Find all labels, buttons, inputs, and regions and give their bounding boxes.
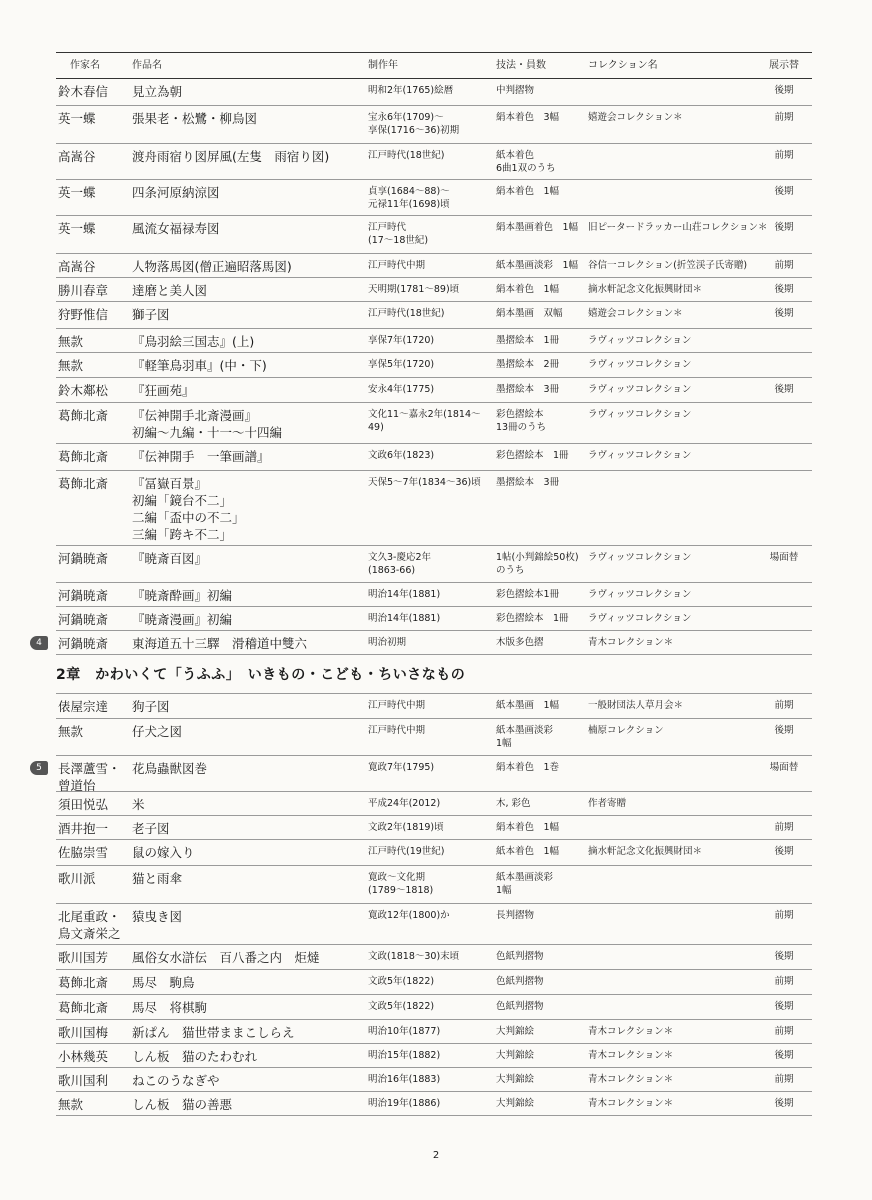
table-row	[56, 329, 812, 353]
cell-collection	[588, 866, 756, 871]
cell-collection: 谷信一コレクション(折笠渓子氏寄贈)	[588, 260, 748, 271]
cell-period: 場面替	[769, 552, 799, 563]
cell-collection	[588, 945, 756, 950]
cell-date: 明治16年(1883)	[368, 1074, 441, 1085]
cell-collection	[588, 995, 756, 1000]
table-row	[56, 403, 812, 444]
table-row	[56, 583, 812, 607]
cell-collection	[588, 970, 756, 975]
cell-period: 前期	[774, 700, 794, 711]
item-number-marker: 4	[30, 636, 48, 650]
cell-period: 後期	[774, 725, 794, 736]
cell-artist: 須田悦弘	[58, 797, 109, 812]
cell-artist: 葛飾北斎	[58, 408, 109, 423]
table-row	[56, 378, 812, 403]
cell-technique: 彩色摺絵本 13冊のうち	[496, 409, 547, 433]
cell-date: 江戸時代(18世紀)	[368, 308, 445, 319]
cell-date: 文政5年(1822)	[368, 1001, 435, 1012]
cell-technique: 彩色摺絵本1冊	[496, 589, 560, 600]
cell-artist: 狩野惟信	[58, 307, 109, 322]
table-row	[56, 444, 812, 471]
cell-title: 花鳥蟲獣図巻	[132, 761, 208, 776]
cell-period	[756, 631, 812, 636]
cell-period	[756, 866, 812, 871]
cell-title: 『暁斎漫画』初編	[132, 612, 233, 627]
table-row	[56, 1020, 812, 1044]
cell-technique: 絹本着色 1幅	[496, 822, 560, 833]
cell-title: 渡舟雨宿り図屏風(左隻 雨宿り図)	[132, 149, 330, 164]
table-row	[56, 694, 812, 719]
cell-artist: 小林幾英	[58, 1049, 109, 1064]
cell-technique: 彩色摺絵本 1冊	[496, 450, 569, 461]
cell-technique: 墨摺絵本 2冊	[496, 359, 560, 370]
cell-artist: 英一蝶	[58, 185, 96, 200]
cell-date: 文政6年(1823)	[368, 450, 435, 461]
table-row	[36, 756, 812, 793]
cell-artist: 無款	[58, 334, 84, 349]
header-period: 展示替	[769, 60, 799, 71]
cell-title: 仔犬之図	[132, 724, 183, 739]
cell-title: 張果老・松鷺・柳烏図	[132, 111, 258, 126]
cell-artist: 高嵩谷	[58, 149, 96, 164]
cell-period	[756, 471, 812, 476]
cell-date: 明和2年(1765)絵暦	[368, 85, 454, 96]
table-row	[56, 1044, 812, 1068]
table-row	[56, 995, 812, 1020]
table-row	[56, 353, 812, 378]
table-row	[56, 719, 812, 756]
cell-technique: 墨摺絵本 3冊	[496, 477, 560, 488]
cell-period: 前期	[774, 260, 794, 271]
cell-date: 天明期(1781～89)頃	[368, 284, 460, 295]
cell-collection: 青木コレクション＊	[588, 1074, 674, 1085]
cell-period: 前期	[774, 976, 794, 987]
cell-period: 後期	[774, 384, 794, 395]
cell-technique: 絹本墨画 双幅	[496, 308, 563, 319]
cell-technique: 紙本墨画淡彩 1幅	[496, 260, 579, 271]
cell-collection: 青木コレクション＊	[588, 1050, 674, 1061]
cell-collection	[588, 471, 756, 476]
table-row	[56, 840, 812, 866]
cell-collection: 旧ピータードラッカー山荘コレクション＊	[588, 222, 768, 233]
table-row	[56, 1092, 812, 1116]
cell-title: 新ぱん 猫世帯ままこしらえ	[132, 1025, 295, 1040]
cell-period: 前期	[774, 1074, 794, 1085]
cell-title: 東海道五十三驛 滑稽道中雙六	[132, 636, 308, 651]
header-date: 制作年	[368, 60, 398, 71]
cell-title: 『暁斎百図』	[132, 551, 208, 566]
cell-period	[756, 583, 812, 588]
cell-technique: 絹本着色 3幅	[496, 112, 560, 123]
chapter2-rows	[36, 694, 812, 1116]
cell-date: 江戸時代(19世紀)	[368, 846, 445, 857]
cell-title: 見立為朝	[132, 84, 183, 99]
cell-collection: ラヴィッツコレクション	[588, 450, 692, 461]
cell-technique: 長判摺物	[496, 910, 535, 921]
cell-collection	[588, 79, 756, 84]
table-row	[56, 106, 812, 144]
table-row	[56, 970, 812, 995]
cell-date: 天保5～7年(1834～36)頃	[368, 477, 481, 488]
cell-date: 文政5年(1822)	[368, 976, 435, 987]
cell-date: 文政(1818～30)末頃	[368, 951, 460, 962]
cell-artist: 俵屋宗達	[58, 699, 109, 714]
header-collection: コレクション名	[588, 60, 658, 71]
cell-period	[756, 329, 812, 334]
cell-technique: 紙本墨画淡彩 1幅	[496, 725, 554, 749]
cell-collection: 嬉遊会コレクション＊	[588, 308, 683, 319]
cell-artist: 英一蝶	[58, 111, 96, 126]
cell-collection: ラヴィッツコレクション	[588, 589, 692, 600]
cell-technique: 絹本墨画着色 1幅	[496, 222, 579, 233]
cell-date: 寛政7年(1795)	[368, 762, 435, 773]
cell-date: 明治10年(1877)	[368, 1026, 441, 1037]
cell-date: 文久3-慶応2年 (1863-66)	[368, 552, 432, 576]
header-technique: 技法・員数	[496, 60, 546, 71]
cell-date: 明治14年(1881)	[368, 613, 441, 624]
cell-period: 場面替	[769, 762, 799, 773]
table-row	[56, 302, 812, 329]
cell-artist: 歌川派	[58, 871, 96, 886]
cell-date: 文化11～嘉永2年(1814～ 49)	[368, 409, 481, 433]
cell-technique: 色紙判摺物	[496, 951, 544, 962]
cell-collection: ラヴィッツコレクション	[588, 552, 692, 563]
cell-technique: 絹本着色 1幅	[496, 284, 560, 295]
page-number: 2	[432, 1150, 440, 1161]
cell-artist: 北尾重政・ 鳥文斎栄之	[58, 909, 121, 941]
cell-period: 後期	[774, 186, 794, 197]
cell-date: 明治19年(1886)	[368, 1098, 441, 1109]
cell-title: 獅子図	[132, 307, 170, 322]
cell-date: 貞享(1684～88)～ 元禄11年(1698)頃	[368, 186, 450, 210]
cell-artist: 葛飾北斎	[58, 975, 109, 990]
cell-artist: 歌川国利	[58, 1073, 109, 1088]
cell-technique: 墨摺絵本 1冊	[496, 335, 560, 346]
table-row	[56, 792, 812, 816]
cell-period: 前期	[774, 1026, 794, 1037]
cell-date: 寛政～文化期 (1789～1818)	[368, 872, 434, 896]
cell-technique: 紙本墨画 1幅	[496, 700, 560, 711]
cell-date: 江戸時代 (17～18世紀)	[368, 222, 429, 246]
cell-artist: 鈴木鄰松	[58, 383, 109, 398]
cell-period	[756, 353, 812, 358]
cell-title: しん板 猫の善悪	[132, 1097, 233, 1112]
cell-title: 『狂画苑』	[132, 383, 195, 398]
cell-artist: 佐脇崇雪	[58, 845, 109, 860]
table-row	[56, 254, 812, 278]
cell-artist: 葛飾北斎	[58, 449, 109, 464]
cell-title: 人物落馬図(僧正遍昭落馬図)	[132, 259, 292, 274]
cell-title: 馬尽 駒鳥	[132, 975, 195, 990]
table-header-row	[56, 52, 812, 79]
cell-title: ねこのうなぎや	[132, 1073, 220, 1088]
cell-title: しん板 猫のたわむれ	[132, 1049, 258, 1064]
cell-period: 後期	[774, 85, 794, 96]
cell-artist: 無款	[58, 358, 84, 373]
cell-period: 後期	[774, 1050, 794, 1061]
cell-collection: ラヴィッツコレクション	[588, 384, 692, 395]
cell-title: 『軽筆鳥羽車』(中・下)	[132, 358, 267, 373]
cell-technique: 木, 彩色	[496, 798, 531, 809]
cell-date: 江戸時代中期	[368, 700, 426, 711]
cell-period: 後期	[774, 284, 794, 295]
cell-title: 『冨嶽百景』 初編「鏡台不二」 二編「盃中の不二」 三編「跨キ不二」	[132, 476, 245, 542]
cell-period: 後期	[774, 846, 794, 857]
cell-date: 江戸時代中期	[368, 725, 426, 736]
cell-artist: 葛飾北斎	[58, 1000, 109, 1015]
cell-date: 享保7年(1720)	[368, 335, 435, 346]
cell-collection: 摘水軒記念文化振興財団＊	[588, 846, 703, 857]
cell-period	[756, 607, 812, 612]
cell-date: 明治14年(1881)	[368, 589, 441, 600]
cell-artist: 長澤蘆雪・ 曾道怡	[58, 761, 121, 793]
cell-period: 後期	[774, 308, 794, 319]
cell-date: 寛政12年(1800)か	[368, 910, 450, 921]
cell-period: 後期	[774, 951, 794, 962]
table-row	[56, 546, 812, 583]
cell-technique: 大判錦絵	[496, 1074, 535, 1085]
cell-title: 四条河原納涼図	[132, 185, 220, 200]
cell-date: 明治15年(1882)	[368, 1050, 441, 1061]
cell-title: 風流女福禄寿図	[132, 221, 220, 236]
cell-period: 後期	[774, 1098, 794, 1109]
table-row	[56, 216, 812, 254]
cell-technique: 紙本着色 1幅	[496, 846, 560, 857]
cell-technique: 1帖(小判錦絵50枚) のうち	[496, 552, 579, 576]
cell-collection	[588, 816, 756, 821]
cell-artist: 河鍋暁斎	[58, 551, 109, 566]
cell-period: 後期	[774, 1001, 794, 1012]
chapter1-rows	[36, 79, 812, 655]
cell-period	[756, 444, 812, 449]
table-row	[56, 607, 812, 631]
cell-technique: 色紙判摺物	[496, 1001, 544, 1012]
cell-artist: 河鍋暁斎	[58, 612, 109, 627]
cell-technique: 大判錦絵	[496, 1050, 535, 1061]
header-title: 作品名	[132, 60, 162, 71]
cell-title: 達磨と美人図	[132, 283, 208, 298]
cell-artist: 無款	[58, 724, 84, 739]
cell-artist: 無款	[58, 1097, 84, 1112]
cell-collection	[588, 904, 756, 909]
cell-technique: 大判錦絵	[496, 1026, 535, 1037]
chapter2-heading: 2章 かわいくて「うふふ」 いきもの・こども・ちいさなもの	[56, 655, 812, 694]
table-row	[56, 79, 812, 106]
cell-title: 『伝神開手 一筆画譜』	[132, 449, 270, 464]
works-list-table	[36, 52, 812, 1116]
cell-collection	[588, 180, 756, 185]
cell-title: 『暁斎酔画』初編	[132, 588, 233, 603]
table-row	[56, 866, 812, 904]
cell-collection: 一般財団法人草月会＊	[588, 700, 684, 711]
cell-technique: 色紙判摺物	[496, 976, 544, 987]
cell-date: 江戸時代中期	[368, 260, 426, 271]
cell-technique: 墨摺絵本 3冊	[496, 384, 560, 395]
cell-period	[756, 792, 812, 797]
cell-period	[756, 403, 812, 408]
cell-collection: 楠原コレクション	[588, 725, 664, 736]
cell-collection: ラヴィッツコレクション	[588, 613, 692, 624]
cell-collection	[588, 756, 756, 761]
cell-artist: 鈴木春信	[58, 84, 109, 99]
cell-title: 馬尽 将棋駒	[132, 1000, 208, 1015]
cell-title: 鼠の嫁入り	[132, 845, 195, 860]
cell-period: 後期	[774, 222, 794, 233]
cell-artist: 河鍋暁斎	[58, 636, 109, 651]
cell-collection	[588, 144, 756, 149]
cell-title: 『鳥羽絵三国志』(上)	[132, 334, 255, 349]
table-row	[56, 144, 812, 180]
cell-date: 享保5年(1720)	[368, 359, 435, 370]
cell-title: 老子図	[132, 821, 170, 836]
cell-technique: 絹本着色 1巻	[496, 762, 560, 773]
cell-collection: 青木コレクション＊	[588, 1026, 674, 1037]
cell-date: 平成24年(2012)	[368, 798, 441, 809]
cell-artist: 葛飾北斎	[58, 476, 109, 491]
cell-technique: 中判摺物	[496, 85, 535, 96]
cell-date: 安永4年(1775)	[368, 384, 435, 395]
cell-technique: 大判錦絵	[496, 1098, 535, 1109]
cell-period: 前期	[774, 822, 794, 833]
cell-artist: 英一蝶	[58, 221, 96, 236]
cell-period: 前期	[774, 910, 794, 921]
cell-technique: 紙本着色 6曲1双のうち	[496, 150, 556, 174]
cell-collection: 摘水軒記念文化振興財団＊	[588, 284, 703, 295]
cell-collection: ラヴィッツコレクション	[588, 335, 692, 346]
cell-title: 米	[132, 797, 145, 812]
table-row	[56, 945, 812, 970]
cell-artist: 勝川春章	[58, 283, 109, 298]
header-artist: 作家名	[70, 60, 100, 71]
table-row	[56, 816, 812, 840]
table-row	[56, 278, 812, 302]
cell-date: 江戸時代(18世紀)	[368, 150, 445, 161]
cell-period: 前期	[774, 112, 794, 123]
cell-collection: 青木コレクション＊	[588, 637, 674, 648]
cell-collection: ラヴィッツコレクション	[588, 409, 692, 420]
cell-collection: 作者寄贈	[588, 798, 627, 809]
cell-collection: ラヴィッツコレクション	[588, 359, 692, 370]
cell-title: 狗子図	[132, 699, 170, 714]
cell-title: 風俗女水滸伝 百八番之内 炬燵	[132, 950, 320, 965]
cell-title: 『伝神開手北斎漫画』 初編～九編・十一～十四編	[132, 408, 283, 440]
cell-period: 前期	[774, 150, 794, 161]
cell-collection: 青木コレクション＊	[588, 1098, 674, 1109]
table-row	[56, 471, 812, 546]
cell-artist: 高嵩谷	[58, 259, 96, 274]
table-row	[56, 904, 812, 945]
cell-collection: 嬉遊会コレクション＊	[588, 112, 683, 123]
cell-title: 猫と雨傘	[132, 871, 183, 886]
cell-technique: 彩色摺絵本 1冊	[496, 613, 569, 624]
table-row	[56, 1068, 812, 1092]
table-row	[56, 180, 812, 216]
cell-technique: 紙本墨画淡彩 1幅	[496, 872, 554, 896]
cell-artist: 歌川国梅	[58, 1025, 109, 1040]
cell-artist: 酒井抱一	[58, 821, 109, 836]
cell-date: 宝永6年(1709)～ 享保(1716～36)初期	[368, 112, 460, 136]
table-row	[36, 631, 812, 655]
cell-artist: 河鍋暁斎	[58, 588, 109, 603]
cell-technique: 木版多色摺	[496, 637, 544, 648]
item-number-marker: 5	[30, 761, 48, 775]
cell-artist: 歌川国芳	[58, 950, 109, 965]
cell-date: 文政2年(1819)頃	[368, 822, 444, 833]
cell-title: 猿曳き図	[132, 909, 183, 924]
cell-date: 明治初期	[368, 637, 407, 648]
cell-technique: 絹本着色 1幅	[496, 186, 560, 197]
